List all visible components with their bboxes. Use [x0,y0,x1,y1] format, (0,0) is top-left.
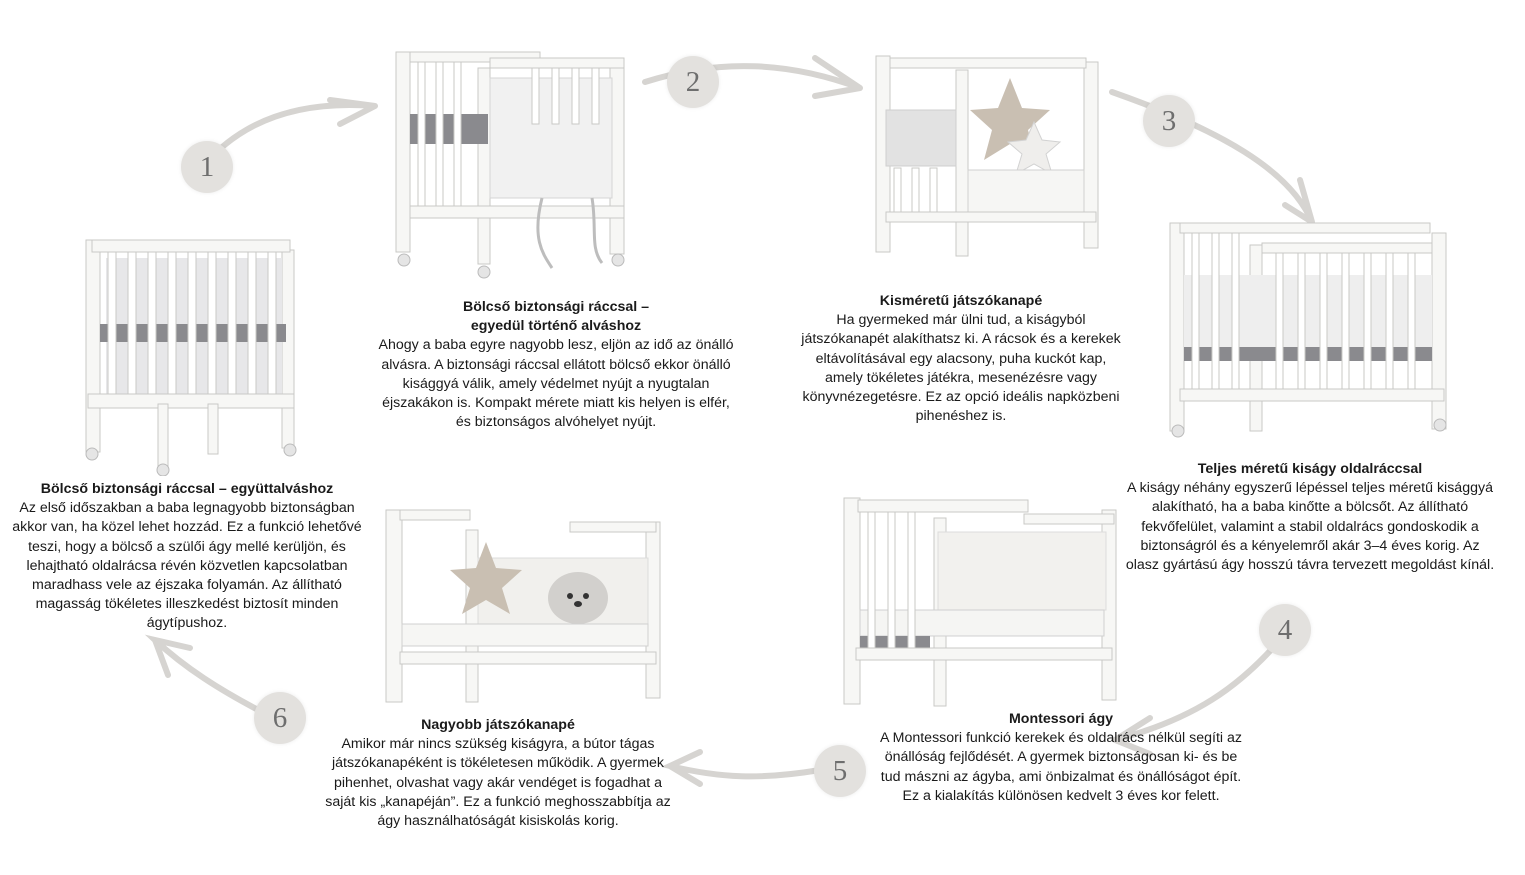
arrow-3-to-4 [1112,92,1312,222]
caption-description: Az első időszakban a baba legnagyobb biztonságban akkor van, ha közel lehet hozzád. Ez a funkció lehetővé teszi, hogy a bölcső a szülői ágy mellé kerüljön, és lehajtható oldalrácsa révén közvetlen kapcsolatban maradhass vele az éjszaka folyamán. Az állítható magasság tökéletes illeszkedést biztosít minden ágytípushoz. [12,500,362,632]
caption-step-2 [374,298,738,432]
arrow-6-to-1 [155,640,262,712]
crib-image-3 [872,52,1104,262]
caption-title: Bölcső biztonsági ráccsal – egyedül történő alváshoz [462,299,650,335]
caption-title: Montessori ágy [1008,711,1114,727]
caption-step-5 [876,710,1246,806]
step-number-text: 6 [272,701,288,734]
step-number-5 [814,745,866,797]
crib-image-6 [382,506,664,706]
crib-image-1 [78,228,304,476]
caption-title: Kisméretű játszókanapé [879,293,1043,309]
step-number-text: 1 [199,150,215,183]
caption-title: Nagyobb játszókanapé [421,717,575,733]
step-number-text: 2 [685,65,701,98]
crib-image-2 [392,48,630,280]
arrow-5-to-6 [670,752,820,784]
caption-description: Amikor már nincs szükség kiságyra, a bútor tágas játszókanapéként is tökéletesen működik. A gyermek pihenhet, olvashat vagy akár vendéget is fogadhat a saját kis „kanapéján”. Ez a funkció meghosszabbítja az ágy használhatóságát kisiskolás korig. [325,736,671,830]
caption-title: Teljes méretű kiságy oldalráccsal [1197,461,1423,477]
step-number-4 [1259,604,1311,656]
caption-description: Ahogy a baba egyre nagyobb lesz, eljön az idő az önálló alvásra. A biztonsági ráccsal ellátott bölcső ekkor önálló kisággyá válik, amely védelmet nyújt a nyugtalan éjszakákon is. Kompakt mérete miatt kis helyen is elfér, és biztonságos alvóhelyet nyújt. [378,337,734,431]
step-number-2 [667,56,719,108]
caption-description: A kiságy néhány egyszerű lépéssel teljes méretű kisággyá alakítható, ha a baba kinőtte a bölcsőt. Az állítható fekvőfelület, valamint a stabil oldalrács gondoskodik a biztonságról és a kényelemről akár 3–4 éves korig. Az olasz gyártású ágy hosszú távra tervezett megoldást kínál. [1125,480,1495,574]
caption-step-3 [798,292,1124,426]
step-number-text: 5 [832,754,848,787]
caption-step-1 [6,480,368,634]
caption-step-4 [1124,460,1496,575]
step-number-6 [254,692,306,744]
step-number-text: 4 [1277,613,1293,646]
crib-image-4 [1166,215,1450,441]
caption-step-6 [318,716,678,831]
step-number-text: 3 [1161,104,1177,137]
step-number-3 [1143,95,1195,147]
caption-description: Ha gyermeked már ülni tud, a kiságyból játszókanapét alakíthatsz ki. A rácsok és a kerekek eltávolításával egy alacsony, puha kuckót kap, amely tökéletes játékra, mesenézésre vagy könyvnézegetésre. Ez az opció ideális napközbeni pihenéshez is. [801,312,1121,425]
caption-description: A Montessori funkció kerekek és oldalrács nélkül segíti az önállóság fejlődését. A gyermek biztonságosan ki- és be tud mászni az ágyba, ami önbizalmat és önállóságot épít. Ez a kialakítás különösen kedvelt 3 éves kor felett. [880,730,1242,804]
step-number-1 [181,141,233,193]
crib-image-5 [838,492,1124,710]
caption-title: Bölcső biztonsági ráccsal – együttalváshoz [40,481,334,497]
